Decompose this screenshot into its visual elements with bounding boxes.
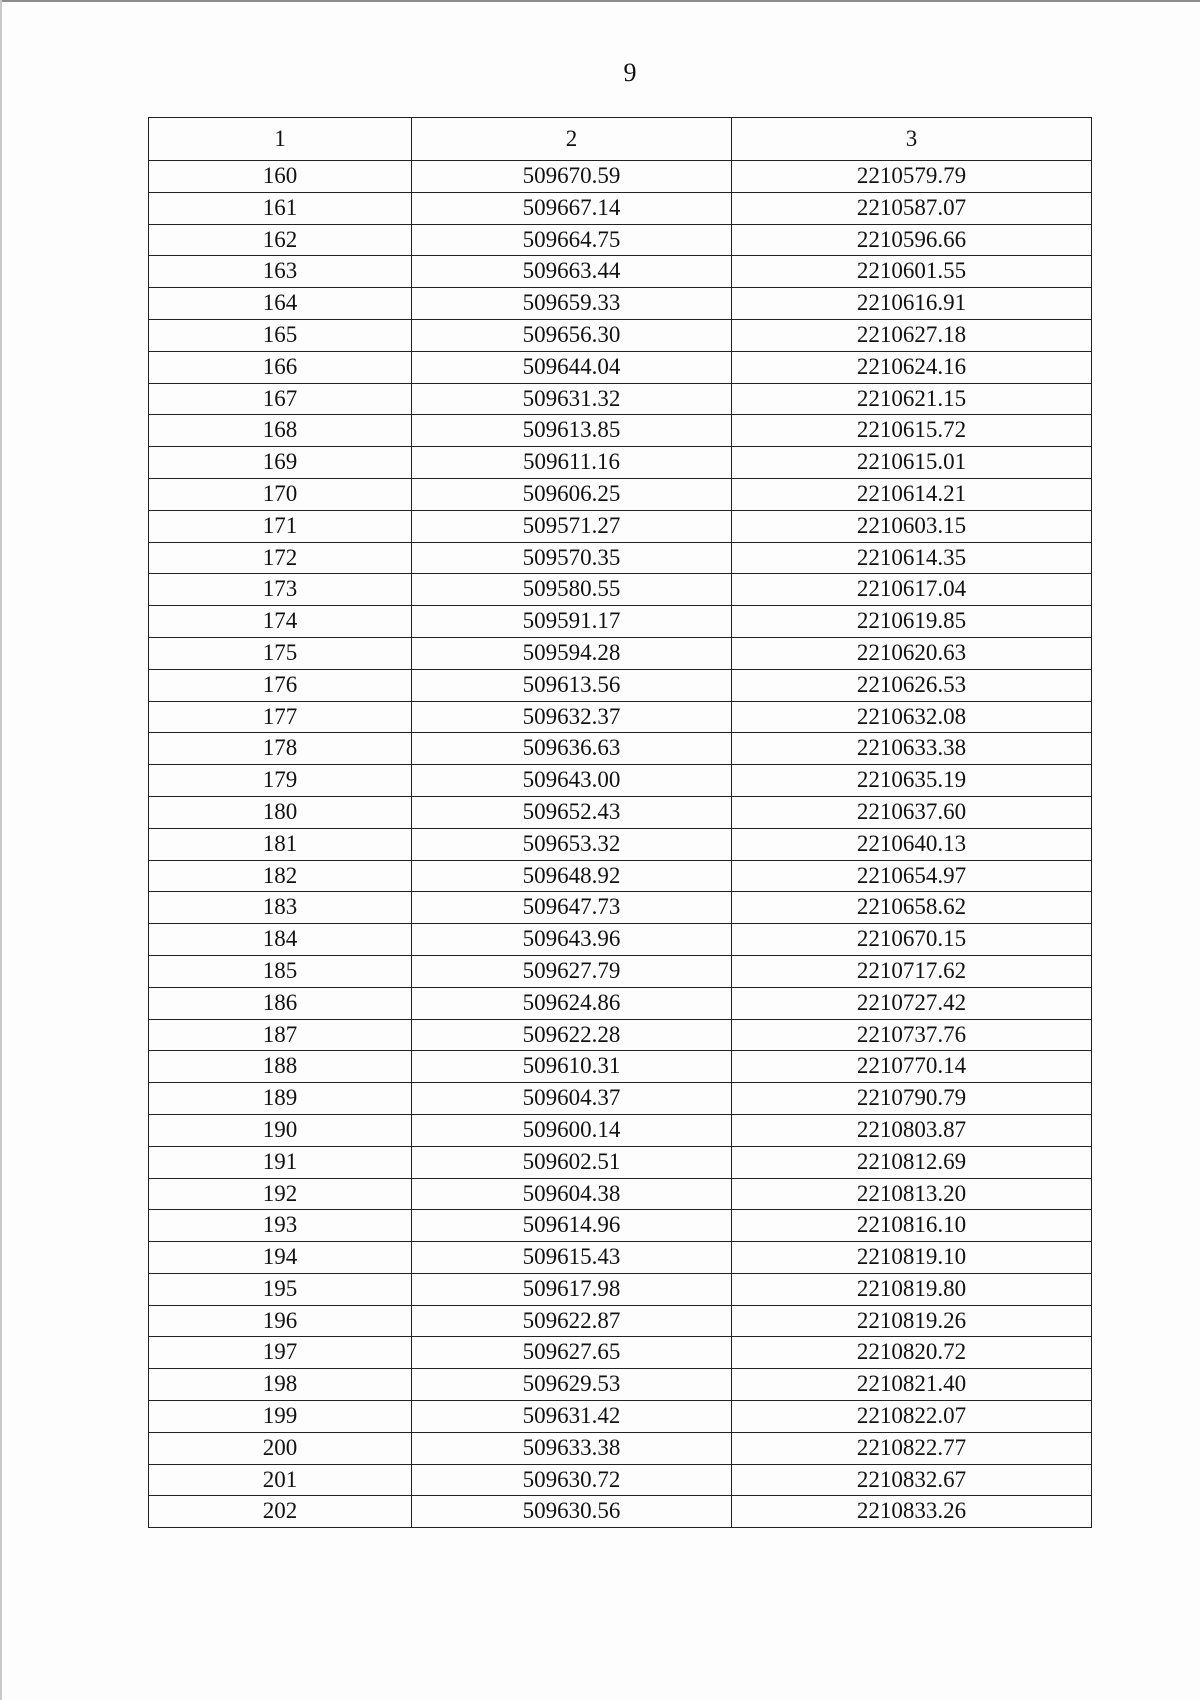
coordinate-y-cell: 2210819.10 — [732, 1242, 1092, 1274]
table-row — [149, 319, 1092, 351]
table-row — [149, 256, 1092, 288]
coordinate-y-cell: 2210596.66 — [732, 224, 1092, 256]
point-number-cell: 199 — [149, 1401, 412, 1433]
coordinate-y-cell: 2210770.14 — [732, 1051, 1092, 1083]
point-number-cell: 201 — [149, 1464, 412, 1496]
point-number-cell: 202 — [149, 1496, 412, 1528]
point-number-cell: 194 — [149, 1242, 412, 1274]
coordinate-y-cell: 2210819.26 — [732, 1305, 1092, 1337]
table-row — [149, 574, 1092, 606]
coordinate-y-cell: 2210615.72 — [732, 415, 1092, 447]
scan-top-edge — [0, 0, 1200, 2]
coordinate-y-cell: 2210620.63 — [732, 637, 1092, 669]
coordinate-x-cell: 509632.37 — [412, 701, 732, 733]
table-row — [149, 1401, 1092, 1433]
scan-left-edge — [0, 0, 2, 1700]
table-row — [149, 765, 1092, 797]
table-body — [149, 161, 1092, 1528]
coordinate-x-cell: 509604.38 — [412, 1178, 732, 1210]
coordinate-x-cell: 509571.27 — [412, 510, 732, 542]
coordinate-x-cell: 509615.43 — [412, 1242, 732, 1274]
table-row — [149, 1273, 1092, 1305]
coordinate-y-cell: 2210812.69 — [732, 1146, 1092, 1178]
coordinate-x-cell: 509636.63 — [412, 733, 732, 765]
coordinate-y-cell: 2210614.35 — [732, 542, 1092, 574]
coordinate-y-cell: 2210803.87 — [732, 1114, 1092, 1146]
coordinate-y-cell: 2210626.53 — [732, 669, 1092, 701]
table-row — [149, 1242, 1092, 1274]
coordinate-x-cell: 509647.73 — [412, 892, 732, 924]
coordinate-y-cell: 2210821.40 — [732, 1369, 1092, 1401]
coordinate-y-cell: 2210627.18 — [732, 319, 1092, 351]
point-number-cell: 195 — [149, 1273, 412, 1305]
coordinate-x-cell: 509610.31 — [412, 1051, 732, 1083]
table-row — [149, 1496, 1092, 1528]
coordinate-y-cell: 2210658.62 — [732, 892, 1092, 924]
point-number-cell: 185 — [149, 955, 412, 987]
table-row — [149, 1305, 1092, 1337]
table-row — [149, 606, 1092, 638]
point-number-cell: 191 — [149, 1146, 412, 1178]
coordinate-x-cell: 509631.42 — [412, 1401, 732, 1433]
table-row — [149, 892, 1092, 924]
point-number-cell: 167 — [149, 383, 412, 415]
point-number-cell: 188 — [149, 1051, 412, 1083]
page-number: 9 — [623, 58, 637, 87]
coordinate-x-cell: 509667.14 — [412, 192, 732, 224]
point-number-cell: 177 — [149, 701, 412, 733]
coordinate-y-cell: 2210616.91 — [732, 288, 1092, 320]
point-number-cell: 186 — [149, 987, 412, 1019]
coordinate-x-cell: 509594.28 — [412, 637, 732, 669]
header-row — [149, 118, 1092, 161]
table-row — [149, 955, 1092, 987]
point-number-cell: 197 — [149, 1337, 412, 1369]
point-number-cell: 180 — [149, 796, 412, 828]
coordinate-y-cell: 2210579.79 — [732, 161, 1092, 193]
table-row — [149, 1369, 1092, 1401]
coordinate-x-cell: 509664.75 — [412, 224, 732, 256]
point-number-cell: 175 — [149, 637, 412, 669]
table-row — [149, 1114, 1092, 1146]
coordinate-y-cell: 2210614.21 — [732, 478, 1092, 510]
coordinate-y-cell: 2210813.20 — [732, 1178, 1092, 1210]
point-number-cell: 162 — [149, 224, 412, 256]
coordinate-y-cell: 2210654.97 — [732, 860, 1092, 892]
point-number-cell: 196 — [149, 1305, 412, 1337]
coordinate-y-cell: 2210587.07 — [732, 192, 1092, 224]
coordinate-x-cell: 509627.65 — [412, 1337, 732, 1369]
point-number-cell: 173 — [149, 574, 412, 606]
point-number-cell: 184 — [149, 924, 412, 956]
coordinate-y-cell: 2210603.15 — [732, 510, 1092, 542]
coordinate-x-cell: 509643.96 — [412, 924, 732, 956]
point-number-cell: 168 — [149, 415, 412, 447]
coordinate-y-cell: 2210601.55 — [732, 256, 1092, 288]
point-number-cell: 165 — [149, 319, 412, 351]
column-header-3: 3 — [732, 118, 1092, 161]
table-row — [149, 669, 1092, 701]
point-number-cell: 187 — [149, 1019, 412, 1051]
coordinate-x-cell: 509663.44 — [412, 256, 732, 288]
coordinate-x-cell: 509624.86 — [412, 987, 732, 1019]
table-row — [149, 383, 1092, 415]
coordinate-x-cell: 509631.32 — [412, 383, 732, 415]
table-row — [149, 860, 1092, 892]
table-row — [149, 351, 1092, 383]
coordinate-y-cell: 2210816.10 — [732, 1210, 1092, 1242]
table-row — [149, 1178, 1092, 1210]
point-number-cell: 178 — [149, 733, 412, 765]
coordinate-y-cell: 2210737.76 — [732, 1019, 1092, 1051]
coordinate-x-cell: 509591.17 — [412, 606, 732, 638]
coordinate-x-cell: 509580.55 — [412, 574, 732, 606]
table-row — [149, 733, 1092, 765]
table-row — [149, 637, 1092, 669]
coordinate-x-cell: 509643.00 — [412, 765, 732, 797]
coordinate-x-cell: 509622.87 — [412, 1305, 732, 1337]
table-row — [149, 1432, 1092, 1464]
table-row — [149, 1019, 1092, 1051]
coordinate-x-cell: 509648.92 — [412, 860, 732, 892]
point-number-cell: 161 — [149, 192, 412, 224]
coordinate-y-cell: 2210717.62 — [732, 955, 1092, 987]
table-row — [149, 542, 1092, 574]
table-row — [149, 478, 1092, 510]
coordinate-x-cell: 509630.72 — [412, 1464, 732, 1496]
coordinate-x-cell: 509570.35 — [412, 542, 732, 574]
point-number-cell: 160 — [149, 161, 412, 193]
coordinate-x-cell: 509613.85 — [412, 415, 732, 447]
point-number-cell: 189 — [149, 1083, 412, 1115]
coordinate-x-cell: 509627.79 — [412, 955, 732, 987]
point-number-cell: 169 — [149, 447, 412, 479]
coordinate-x-cell: 509653.32 — [412, 828, 732, 860]
point-number-cell: 200 — [149, 1432, 412, 1464]
coordinate-x-cell: 509604.37 — [412, 1083, 732, 1115]
point-number-cell: 182 — [149, 860, 412, 892]
coordinate-x-cell: 509659.33 — [412, 288, 732, 320]
coordinate-y-cell: 2210632.08 — [732, 701, 1092, 733]
coordinate-y-cell: 2210833.26 — [732, 1496, 1092, 1528]
coordinate-y-cell: 2210619.85 — [732, 606, 1092, 638]
coordinate-y-cell: 2210635.19 — [732, 765, 1092, 797]
coordinate-y-cell: 2210727.42 — [732, 987, 1092, 1019]
table-row — [149, 192, 1092, 224]
table-row — [149, 1210, 1092, 1242]
coordinate-x-cell: 509606.25 — [412, 478, 732, 510]
point-number-cell: 170 — [149, 478, 412, 510]
point-number-cell: 174 — [149, 606, 412, 638]
table-row — [149, 1464, 1092, 1496]
coordinate-y-cell: 2210621.15 — [732, 383, 1092, 415]
point-number-cell: 171 — [149, 510, 412, 542]
coordinate-y-cell: 2210820.72 — [732, 1337, 1092, 1369]
table-row — [149, 288, 1092, 320]
coordinate-x-cell: 509613.56 — [412, 669, 732, 701]
table-row — [149, 701, 1092, 733]
coordinate-x-cell: 509656.30 — [412, 319, 732, 351]
coordinates-table — [148, 117, 1092, 1528]
table-row — [149, 987, 1092, 1019]
coordinate-x-cell: 509602.51 — [412, 1146, 732, 1178]
point-number-cell: 176 — [149, 669, 412, 701]
table-row — [149, 796, 1092, 828]
table-row — [149, 447, 1092, 479]
coordinate-x-cell: 509611.16 — [412, 447, 732, 479]
coordinate-x-cell: 509633.38 — [412, 1432, 732, 1464]
point-number-cell: 193 — [149, 1210, 412, 1242]
coordinate-y-cell: 2210819.80 — [732, 1273, 1092, 1305]
coordinate-y-cell: 2210640.13 — [732, 828, 1092, 860]
table-header — [149, 118, 1092, 161]
point-number-cell: 172 — [149, 542, 412, 574]
table-row — [149, 510, 1092, 542]
point-number-cell: 192 — [149, 1178, 412, 1210]
table-row — [149, 1337, 1092, 1369]
coordinate-x-cell: 509600.14 — [412, 1114, 732, 1146]
table-row — [149, 828, 1092, 860]
coordinate-x-cell: 509617.98 — [412, 1273, 732, 1305]
coordinate-y-cell: 2210617.04 — [732, 574, 1092, 606]
coordinate-y-cell: 2210615.01 — [732, 447, 1092, 479]
coordinate-y-cell: 2210790.79 — [732, 1083, 1092, 1115]
point-number-cell: 163 — [149, 256, 412, 288]
column-header-1: 1 — [149, 118, 412, 161]
point-number-cell: 181 — [149, 828, 412, 860]
table-row — [149, 161, 1092, 193]
coordinate-x-cell: 509629.53 — [412, 1369, 732, 1401]
point-number-cell: 183 — [149, 892, 412, 924]
coordinate-x-cell: 509614.96 — [412, 1210, 732, 1242]
table-row — [149, 924, 1092, 956]
coordinate-x-cell: 509652.43 — [412, 796, 732, 828]
point-number-cell: 198 — [149, 1369, 412, 1401]
table-row — [149, 415, 1092, 447]
table-row — [149, 1083, 1092, 1115]
point-number-cell: 166 — [149, 351, 412, 383]
point-number-cell: 179 — [149, 765, 412, 797]
coordinate-x-cell: 509630.56 — [412, 1496, 732, 1528]
column-header-2: 2 — [412, 118, 732, 161]
coordinate-y-cell: 2210822.77 — [732, 1432, 1092, 1464]
table-row — [149, 224, 1092, 256]
table-row — [149, 1051, 1092, 1083]
coordinate-y-cell: 2210832.67 — [732, 1464, 1092, 1496]
coordinate-y-cell: 2210670.15 — [732, 924, 1092, 956]
coordinate-y-cell: 2210624.16 — [732, 351, 1092, 383]
coordinate-x-cell: 509622.28 — [412, 1019, 732, 1051]
table-row — [149, 1146, 1092, 1178]
coordinate-y-cell: 2210633.38 — [732, 733, 1092, 765]
point-number-cell: 190 — [149, 1114, 412, 1146]
coordinate-x-cell: 509644.04 — [412, 351, 732, 383]
coordinate-y-cell: 2210637.60 — [732, 796, 1092, 828]
point-number-cell: 164 — [149, 288, 412, 320]
coordinate-y-cell: 2210822.07 — [732, 1401, 1092, 1433]
coordinate-x-cell: 509670.59 — [412, 161, 732, 193]
